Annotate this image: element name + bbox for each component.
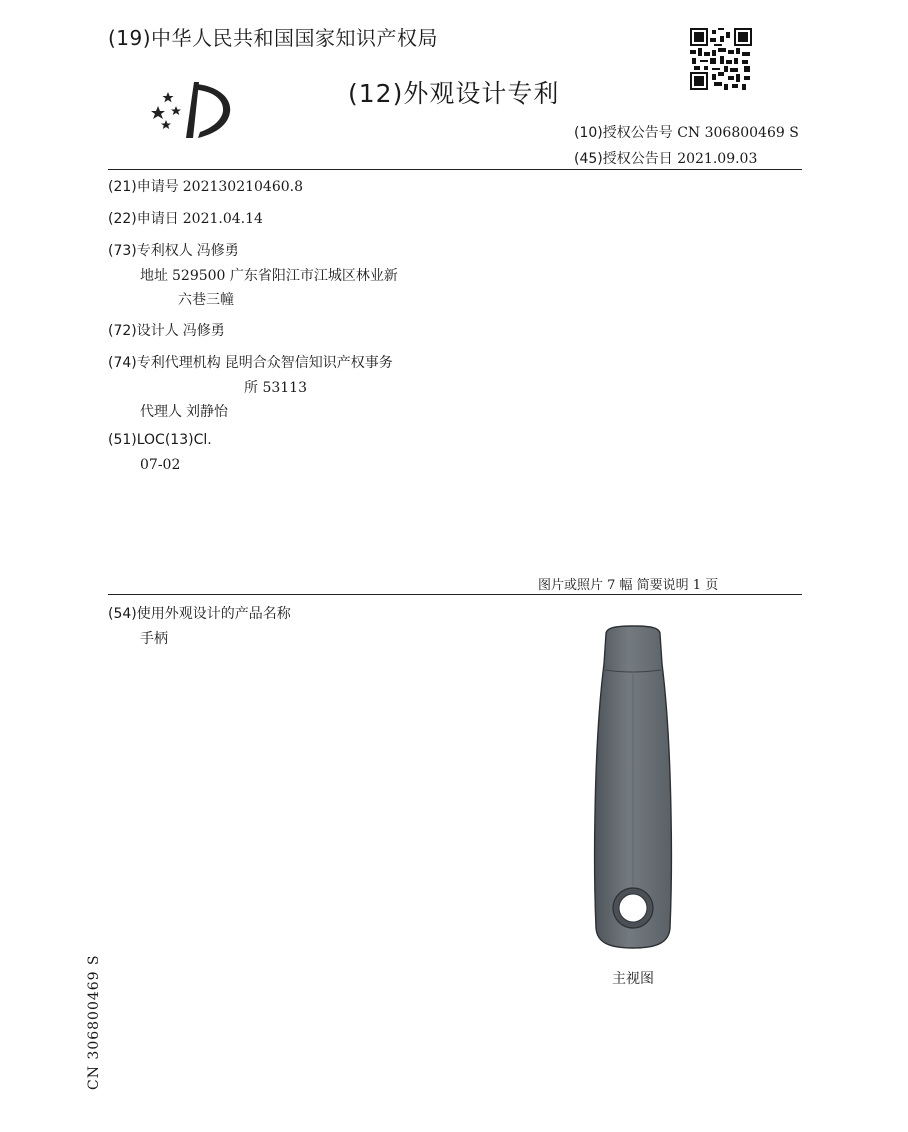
header-divider	[108, 169, 802, 170]
address-line-2: 六巷三幢	[178, 292, 234, 308]
publication-number	[574, 122, 799, 142]
application-date-label: (22)申请日	[108, 211, 179, 227]
patent-agency-label: (74)专利代理机构	[108, 355, 221, 371]
designer-label: (72)设计人	[108, 323, 179, 339]
application-date-value: 2021.04.14	[182, 211, 263, 227]
product-name-label: (54)使用外观设计的产品名称	[108, 606, 291, 622]
publication-date-value: 2021.09.03	[677, 151, 758, 167]
patent-agency-line-1: 昆明合众智信知识产权事务	[224, 355, 393, 371]
loc-classification-label: (51)LOC(13)Cl.	[108, 432, 212, 448]
agent-label: 代理人	[140, 404, 182, 420]
patentee-label: (73)专利权人	[108, 243, 193, 259]
patent-agency	[108, 352, 393, 372]
issuing-office: (19)中华人民共和国国家知识产权局	[108, 26, 439, 50]
side-document-number: CN 306800469 S	[86, 954, 102, 1090]
application-number-value: 202130210460.8	[182, 179, 303, 195]
publication-date-label: (45)授权公告日	[574, 151, 673, 167]
product-name-value-row	[140, 628, 168, 648]
document-type: (12)外观设计专利	[348, 79, 560, 108]
qr-code-icon	[690, 28, 752, 90]
agent	[140, 401, 228, 421]
address-line-1: 529500 广东省阳江市江城区林业新	[172, 268, 398, 284]
cnipa-logo	[148, 76, 234, 144]
product-name	[108, 603, 291, 623]
figure-summary: 图片或照片 7 幅 简要说明 1 页	[538, 578, 719, 593]
publication-number-label: (10)授权公告号	[574, 125, 673, 141]
application-number-label: (21)申请号	[108, 179, 179, 195]
figure-caption: 主视图	[612, 971, 654, 987]
patent-agency-continued	[244, 377, 307, 397]
patentee-value: 冯修勇	[196, 243, 239, 259]
loc-classification	[108, 432, 212, 448]
patentee	[108, 240, 239, 260]
application-date	[108, 208, 263, 228]
designer-value: 冯修勇	[182, 323, 225, 339]
summary-divider	[108, 594, 802, 595]
loc-classification-code	[140, 457, 180, 473]
application-number	[108, 176, 303, 196]
publication-date	[574, 148, 757, 168]
address	[140, 265, 398, 285]
product-name-value: 手柄	[140, 631, 168, 647]
designer	[108, 320, 225, 340]
loc-classification-value: 07-02	[140, 457, 181, 473]
agent-value: 刘静怡	[186, 404, 228, 420]
address-continued	[178, 289, 234, 309]
publication-number-value: CN 306800469 S	[677, 125, 799, 141]
address-label: 地址	[140, 268, 168, 284]
handle-front-view-image	[592, 624, 674, 952]
patent-agency-line-2: 所 53113	[244, 380, 307, 396]
